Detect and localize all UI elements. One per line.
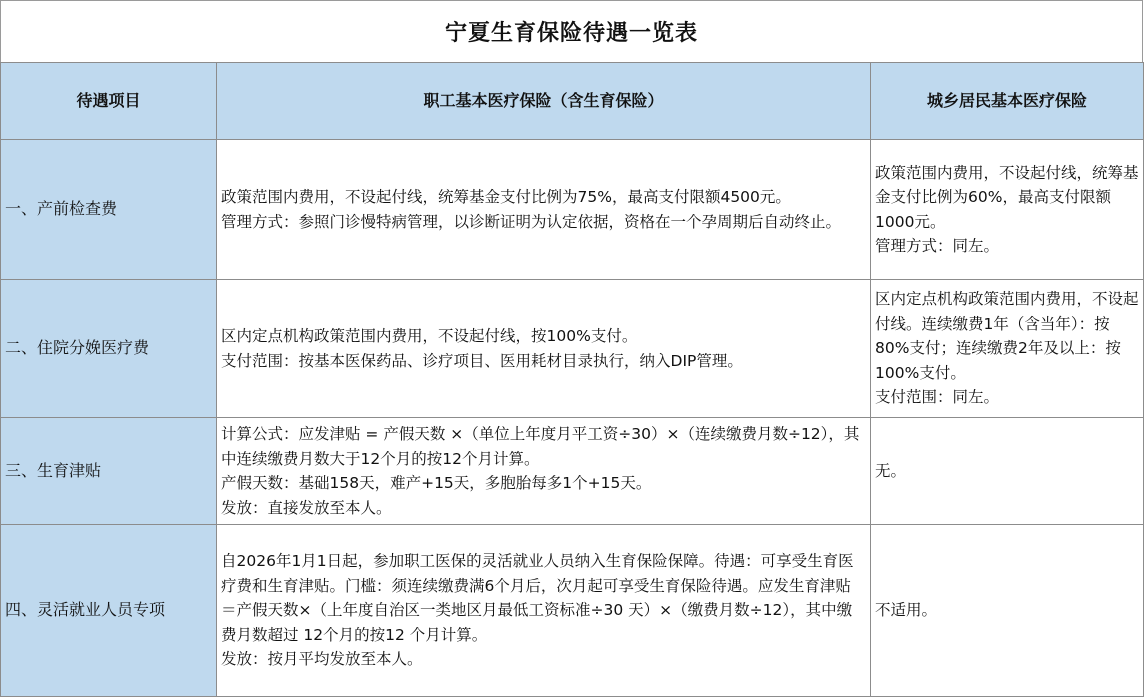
table-title: 宁夏生育保险待遇一览表 xyxy=(0,0,1143,62)
cell-line: 区内定点机构政策范围内费用，不设起付线。连续缴费1年（含当年）：按80%支付；连续缴费2年及以上：按100%支付。 xyxy=(875,290,1139,382)
cell-line: 发放：直接发放至本人。 xyxy=(221,498,392,517)
cell-line: 自2026年1月1日起，参加职工医保的灵活就业人员纳入生育保险保障。待遇：可享受生育医疗费和生育津贴。门槛：须连续缴费满6个月后，次月起可享受生育保险待遇。应发生育津贴＝产假天数×（上年度自治区一类地区月最低工资标准÷30 天）×（缴费月数÷12），其中缴费月数超过 12个月的按12 个月计算。 xyxy=(221,552,854,644)
cell-line: 政策范围内费用，不设起付线，统筹基金支付比例为75%，最高支付限额4500元。 xyxy=(221,188,791,206)
row-item-label: 二、住院分娩医疗费 xyxy=(1,280,217,418)
row-employee-cell xyxy=(217,418,871,525)
header-resident: 城乡居民基本医疗保险 xyxy=(871,63,1144,140)
row-item-label: 四、灵活就业人员专项 xyxy=(1,525,217,697)
row-resident-cell xyxy=(871,140,1144,280)
header-row xyxy=(1,63,1144,140)
cell-line: 无。 xyxy=(875,461,907,480)
row-employee-cell xyxy=(217,525,871,697)
cell-line: 管理方式：同左。 xyxy=(875,237,1000,255)
row-item-label: 一、产前检查费 xyxy=(1,140,217,280)
cell-line: 区内定点机构政策范围内费用，不设起付线，按100%支付。 xyxy=(221,327,638,345)
benefits-table xyxy=(0,62,1144,697)
cell-line: 发放：按月平均发放至本人。 xyxy=(221,650,423,669)
header-employee: 职工基本医疗保险（含生育保险） xyxy=(217,63,871,140)
cell-line: 产假天数：基础158天，难产+15天，多胞胎每多1个+15天。 xyxy=(221,474,652,492)
table-row xyxy=(1,280,1144,418)
table-row xyxy=(1,525,1144,697)
cell-line: 不适用。 xyxy=(875,601,938,620)
cell-line: 支付范围：按基本医保药品、诊疗项目、医用耗材目录执行，纳入DIP管理。 xyxy=(221,351,743,370)
row-resident-cell xyxy=(871,280,1144,418)
cell-line: 计算公式：应发津贴 = 产假天数 ×（单位上年度月平工资÷30）×（连续缴费月数÷12），其中连续缴费月数大于12个月的按12个月计算。 xyxy=(221,425,860,468)
row-resident-cell xyxy=(871,418,1144,525)
row-employee-cell xyxy=(217,140,871,280)
row-item-label: 三、生育津贴 xyxy=(1,418,217,525)
header-item: 待遇项目 xyxy=(1,63,217,140)
cell-line: 支付范围：同左。 xyxy=(875,388,1000,407)
table-row xyxy=(1,140,1144,280)
row-employee-cell xyxy=(217,280,871,418)
table-row xyxy=(1,418,1144,525)
cell-line: 管理方式：参照门诊慢特病管理，以诊断证明为认定依据，资格在一个孕周期后自动终止。 xyxy=(221,212,842,231)
row-resident-cell xyxy=(871,525,1144,697)
cell-line: 政策范围内费用，不设起付线，统筹基金支付比例为60%，最高支付限额1000元。 xyxy=(875,163,1139,231)
